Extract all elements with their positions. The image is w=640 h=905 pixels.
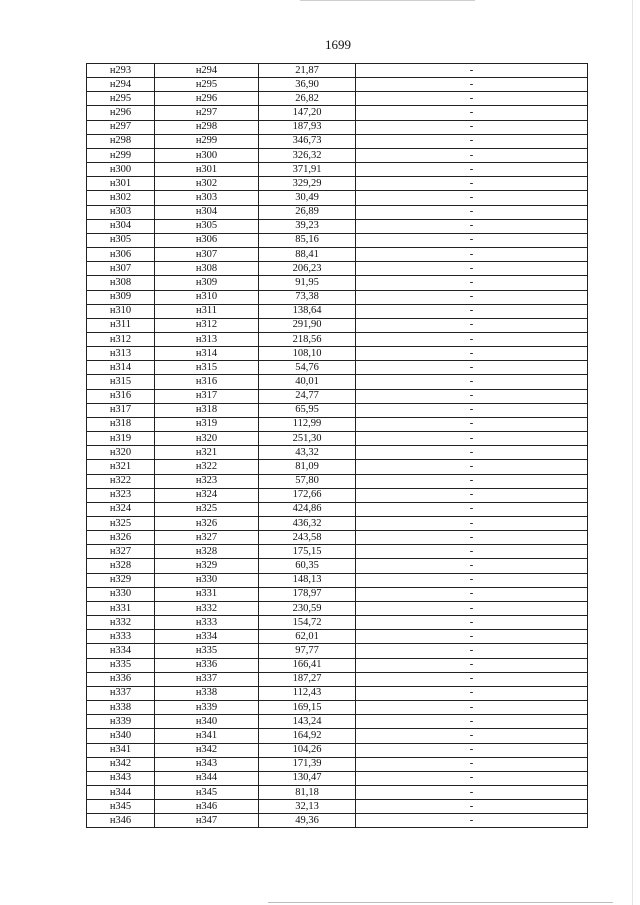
point-from-cell: н342: [87, 757, 155, 771]
point-from-cell: н311: [87, 318, 155, 332]
distance-cell: 26,82: [259, 92, 356, 106]
point-to-cell: н338: [155, 686, 259, 700]
point-from-cell: н308: [87, 276, 155, 290]
table-row: [87, 686, 588, 700]
note-cell: -: [356, 531, 588, 545]
distance-cell: 62,01: [259, 630, 356, 644]
table-row: [87, 219, 588, 233]
note-cell: -: [356, 785, 588, 799]
distance-cell: 88,41: [259, 248, 356, 262]
point-from-cell: н306: [87, 248, 155, 262]
point-from-cell: н305: [87, 233, 155, 247]
table-row: [87, 545, 588, 559]
point-to-cell: н327: [155, 531, 259, 545]
table-row: [87, 715, 588, 729]
note-cell: -: [356, 233, 588, 247]
point-from-cell: н295: [87, 92, 155, 106]
distance-cell: 187,27: [259, 672, 356, 686]
table-row: [87, 361, 588, 375]
note-cell: -: [356, 630, 588, 644]
coordinates-table: [86, 63, 588, 828]
point-to-cell: н332: [155, 601, 259, 615]
point-to-cell: н342: [155, 743, 259, 757]
note-cell: -: [356, 361, 588, 375]
table-row: [87, 729, 588, 743]
table-row: [87, 403, 588, 417]
point-to-cell: н343: [155, 757, 259, 771]
point-to-cell: н317: [155, 389, 259, 403]
distance-cell: 39,23: [259, 219, 356, 233]
distance-cell: 104,26: [259, 743, 356, 757]
point-to-cell: н306: [155, 233, 259, 247]
note-cell: -: [356, 488, 588, 502]
note-cell: -: [356, 64, 588, 78]
note-cell: -: [356, 446, 588, 460]
point-from-cell: н320: [87, 446, 155, 460]
distance-cell: 243,58: [259, 531, 356, 545]
table-row: [87, 233, 588, 247]
distance-cell: 329,29: [259, 177, 356, 191]
point-from-cell: н315: [87, 375, 155, 389]
point-to-cell: н337: [155, 672, 259, 686]
table-row: [87, 502, 588, 516]
note-cell: -: [356, 460, 588, 474]
distance-cell: 166,41: [259, 658, 356, 672]
page-number: 1699: [325, 37, 351, 52]
point-to-cell: н307: [155, 248, 259, 262]
point-to-cell: н322: [155, 460, 259, 474]
table-row: [87, 814, 588, 828]
distance-cell: 54,76: [259, 361, 356, 375]
note-cell: -: [356, 389, 588, 403]
point-to-cell: н345: [155, 785, 259, 799]
distance-cell: 108,10: [259, 347, 356, 361]
distance-cell: 36,90: [259, 78, 356, 92]
table-row: [87, 785, 588, 799]
point-from-cell: н309: [87, 290, 155, 304]
distance-cell: 85,16: [259, 233, 356, 247]
table-row: [87, 800, 588, 814]
note-cell: -: [356, 163, 588, 177]
note-cell: -: [356, 177, 588, 191]
point-to-cell: н311: [155, 304, 259, 318]
distance-cell: 60,35: [259, 559, 356, 573]
note-cell: -: [356, 290, 588, 304]
table-row: [87, 177, 588, 191]
distance-cell: 371,91: [259, 163, 356, 177]
point-from-cell: н326: [87, 531, 155, 545]
point-to-cell: н302: [155, 177, 259, 191]
table-row: [87, 743, 588, 757]
table-row: [87, 630, 588, 644]
point-from-cell: н303: [87, 205, 155, 219]
point-to-cell: н299: [155, 134, 259, 148]
distance-cell: 218,56: [259, 332, 356, 346]
point-to-cell: н344: [155, 771, 259, 785]
note-cell: -: [356, 701, 588, 715]
point-from-cell: н293: [87, 64, 155, 78]
note-cell: -: [356, 743, 588, 757]
point-from-cell: н316: [87, 389, 155, 403]
table-row: [87, 318, 588, 332]
distance-cell: 73,38: [259, 290, 356, 304]
distance-cell: 40,01: [259, 375, 356, 389]
point-from-cell: н294: [87, 78, 155, 92]
point-from-cell: н336: [87, 672, 155, 686]
distance-cell: 346,73: [259, 134, 356, 148]
point-from-cell: н307: [87, 262, 155, 276]
point-from-cell: н299: [87, 148, 155, 162]
distance-cell: 169,15: [259, 701, 356, 715]
table-row: [87, 474, 588, 488]
note-cell: -: [356, 601, 588, 615]
point-to-cell: н313: [155, 332, 259, 346]
table-row: [87, 304, 588, 318]
distance-cell: 138,64: [259, 304, 356, 318]
table-row: [87, 601, 588, 615]
point-from-cell: н313: [87, 347, 155, 361]
note-cell: -: [356, 347, 588, 361]
note-cell: -: [356, 729, 588, 743]
table-row: [87, 64, 588, 78]
distance-cell: 206,23: [259, 262, 356, 276]
distance-cell: 230,59: [259, 601, 356, 615]
point-from-cell: н338: [87, 701, 155, 715]
point-to-cell: н330: [155, 573, 259, 587]
note-cell: -: [356, 502, 588, 516]
table-row: [87, 460, 588, 474]
note-cell: -: [356, 191, 588, 205]
note-cell: -: [356, 616, 588, 630]
point-to-cell: н323: [155, 474, 259, 488]
point-to-cell: н296: [155, 92, 259, 106]
point-to-cell: н326: [155, 517, 259, 531]
point-from-cell: н344: [87, 785, 155, 799]
scan-edge-bottom: [268, 902, 613, 903]
note-cell: -: [356, 219, 588, 233]
point-to-cell: н300: [155, 148, 259, 162]
point-to-cell: н335: [155, 644, 259, 658]
table-body: [87, 64, 588, 828]
point-from-cell: н329: [87, 573, 155, 587]
distance-cell: 164,92: [259, 729, 356, 743]
distance-cell: 21,87: [259, 64, 356, 78]
note-cell: -: [356, 686, 588, 700]
point-to-cell: н301: [155, 163, 259, 177]
table-row: [87, 757, 588, 771]
point-from-cell: н304: [87, 219, 155, 233]
point-to-cell: н309: [155, 276, 259, 290]
note-cell: -: [356, 403, 588, 417]
point-to-cell: н334: [155, 630, 259, 644]
table-row: [87, 587, 588, 601]
point-from-cell: н337: [87, 686, 155, 700]
point-to-cell: н312: [155, 318, 259, 332]
point-to-cell: н321: [155, 446, 259, 460]
distance-cell: 178,97: [259, 587, 356, 601]
distance-cell: 49,36: [259, 814, 356, 828]
point-from-cell: н302: [87, 191, 155, 205]
note-cell: -: [356, 262, 588, 276]
point-to-cell: н318: [155, 403, 259, 417]
table-row: [87, 616, 588, 630]
point-to-cell: н324: [155, 488, 259, 502]
table-row: [87, 248, 588, 262]
table-row: [87, 92, 588, 106]
point-from-cell: н324: [87, 502, 155, 516]
point-to-cell: н319: [155, 417, 259, 431]
point-to-cell: н315: [155, 361, 259, 375]
note-cell: -: [356, 517, 588, 531]
note-cell: -: [356, 573, 588, 587]
table-row: [87, 573, 588, 587]
point-to-cell: н305: [155, 219, 259, 233]
point-to-cell: н339: [155, 701, 259, 715]
distance-cell: 81,09: [259, 460, 356, 474]
table-row: [87, 432, 588, 446]
distance-cell: 291,90: [259, 318, 356, 332]
distance-cell: 57,80: [259, 474, 356, 488]
note-cell: -: [356, 771, 588, 785]
point-from-cell: н312: [87, 332, 155, 346]
distance-cell: 154,72: [259, 616, 356, 630]
table-row: [87, 417, 588, 431]
point-from-cell: н296: [87, 106, 155, 120]
note-cell: -: [356, 474, 588, 488]
table-row: [87, 148, 588, 162]
distance-cell: 147,20: [259, 106, 356, 120]
table-row: [87, 276, 588, 290]
table-row: [87, 488, 588, 502]
table-row: [87, 389, 588, 403]
distance-cell: 97,77: [259, 644, 356, 658]
distance-cell: 26,89: [259, 205, 356, 219]
point-from-cell: н327: [87, 545, 155, 559]
note-cell: -: [356, 814, 588, 828]
note-cell: -: [356, 432, 588, 446]
table-row: [87, 658, 588, 672]
point-from-cell: н319: [87, 432, 155, 446]
point-to-cell: н295: [155, 78, 259, 92]
distance-cell: 24,77: [259, 389, 356, 403]
point-from-cell: н335: [87, 658, 155, 672]
table-row: [87, 517, 588, 531]
point-to-cell: н341: [155, 729, 259, 743]
point-from-cell: н334: [87, 644, 155, 658]
point-to-cell: н325: [155, 502, 259, 516]
table-row: [87, 701, 588, 715]
distance-cell: 251,30: [259, 432, 356, 446]
note-cell: -: [356, 248, 588, 262]
point-to-cell: н308: [155, 262, 259, 276]
table-row: [87, 559, 588, 573]
table-row: [87, 672, 588, 686]
table-row: [87, 205, 588, 219]
note-cell: -: [356, 757, 588, 771]
point-from-cell: н339: [87, 715, 155, 729]
note-cell: -: [356, 545, 588, 559]
distance-cell: 112,43: [259, 686, 356, 700]
note-cell: -: [356, 587, 588, 601]
distance-cell: 81,18: [259, 785, 356, 799]
distance-cell: 175,15: [259, 545, 356, 559]
table-row: [87, 262, 588, 276]
distance-cell: 130,47: [259, 771, 356, 785]
note-cell: -: [356, 800, 588, 814]
note-cell: -: [356, 417, 588, 431]
point-from-cell: н346: [87, 814, 155, 828]
point-from-cell: н318: [87, 417, 155, 431]
point-from-cell: н323: [87, 488, 155, 502]
note-cell: -: [356, 644, 588, 658]
point-to-cell: н316: [155, 375, 259, 389]
distance-cell: 172,66: [259, 488, 356, 502]
note-cell: -: [356, 715, 588, 729]
note-cell: -: [356, 134, 588, 148]
table-row: [87, 332, 588, 346]
distance-cell: 43,32: [259, 446, 356, 460]
note-cell: -: [356, 559, 588, 573]
table-row: [87, 78, 588, 92]
table-row: [87, 163, 588, 177]
point-to-cell: н320: [155, 432, 259, 446]
point-to-cell: н336: [155, 658, 259, 672]
table-row: [87, 771, 588, 785]
distance-cell: 32,13: [259, 800, 356, 814]
note-cell: -: [356, 658, 588, 672]
note-cell: -: [356, 375, 588, 389]
distance-cell: 143,24: [259, 715, 356, 729]
point-from-cell: н300: [87, 163, 155, 177]
point-to-cell: н328: [155, 545, 259, 559]
note-cell: -: [356, 304, 588, 318]
note-cell: -: [356, 78, 588, 92]
table-row: [87, 134, 588, 148]
point-from-cell: н332: [87, 616, 155, 630]
table-row: [87, 120, 588, 134]
distance-cell: 65,95: [259, 403, 356, 417]
point-from-cell: н317: [87, 403, 155, 417]
distance-cell: 148,13: [259, 573, 356, 587]
distance-cell: 424,86: [259, 502, 356, 516]
point-from-cell: н297: [87, 120, 155, 134]
point-to-cell: н298: [155, 120, 259, 134]
table-row: [87, 644, 588, 658]
point-from-cell: н341: [87, 743, 155, 757]
distance-cell: 91,95: [259, 276, 356, 290]
point-to-cell: н331: [155, 587, 259, 601]
point-from-cell: н298: [87, 134, 155, 148]
point-from-cell: н325: [87, 517, 155, 531]
point-to-cell: н304: [155, 205, 259, 219]
note-cell: -: [356, 106, 588, 120]
note-cell: -: [356, 332, 588, 346]
point-to-cell: н347: [155, 814, 259, 828]
point-to-cell: н310: [155, 290, 259, 304]
point-to-cell: н314: [155, 347, 259, 361]
point-from-cell: н343: [87, 771, 155, 785]
point-from-cell: н331: [87, 601, 155, 615]
point-to-cell: н340: [155, 715, 259, 729]
table-row: [87, 347, 588, 361]
note-cell: -: [356, 672, 588, 686]
table-row: [87, 191, 588, 205]
point-to-cell: н303: [155, 191, 259, 205]
point-from-cell: н330: [87, 587, 155, 601]
point-to-cell: н333: [155, 616, 259, 630]
point-to-cell: н294: [155, 64, 259, 78]
point-from-cell: н328: [87, 559, 155, 573]
distance-cell: 112,99: [259, 417, 356, 431]
note-cell: -: [356, 148, 588, 162]
distance-cell: 326,32: [259, 148, 356, 162]
note-cell: -: [356, 120, 588, 134]
point-from-cell: н345: [87, 800, 155, 814]
point-from-cell: н321: [87, 460, 155, 474]
point-from-cell: н322: [87, 474, 155, 488]
table-row: [87, 290, 588, 304]
table-row: [87, 446, 588, 460]
distance-cell: 30,49: [259, 191, 356, 205]
point-from-cell: н310: [87, 304, 155, 318]
point-from-cell: н340: [87, 729, 155, 743]
point-to-cell: н329: [155, 559, 259, 573]
point-to-cell: н346: [155, 800, 259, 814]
note-cell: -: [356, 92, 588, 106]
scan-edge-right: [632, 0, 633, 905]
scan-edge-top: [300, 0, 475, 1]
point-to-cell: н297: [155, 106, 259, 120]
point-from-cell: н333: [87, 630, 155, 644]
table-row: [87, 375, 588, 389]
distance-cell: 187,93: [259, 120, 356, 134]
note-cell: -: [356, 276, 588, 290]
table-row: [87, 106, 588, 120]
point-from-cell: н301: [87, 177, 155, 191]
point-from-cell: н314: [87, 361, 155, 375]
note-cell: -: [356, 205, 588, 219]
distance-cell: 436,32: [259, 517, 356, 531]
distance-cell: 171,39: [259, 757, 356, 771]
table-row: [87, 531, 588, 545]
note-cell: -: [356, 318, 588, 332]
